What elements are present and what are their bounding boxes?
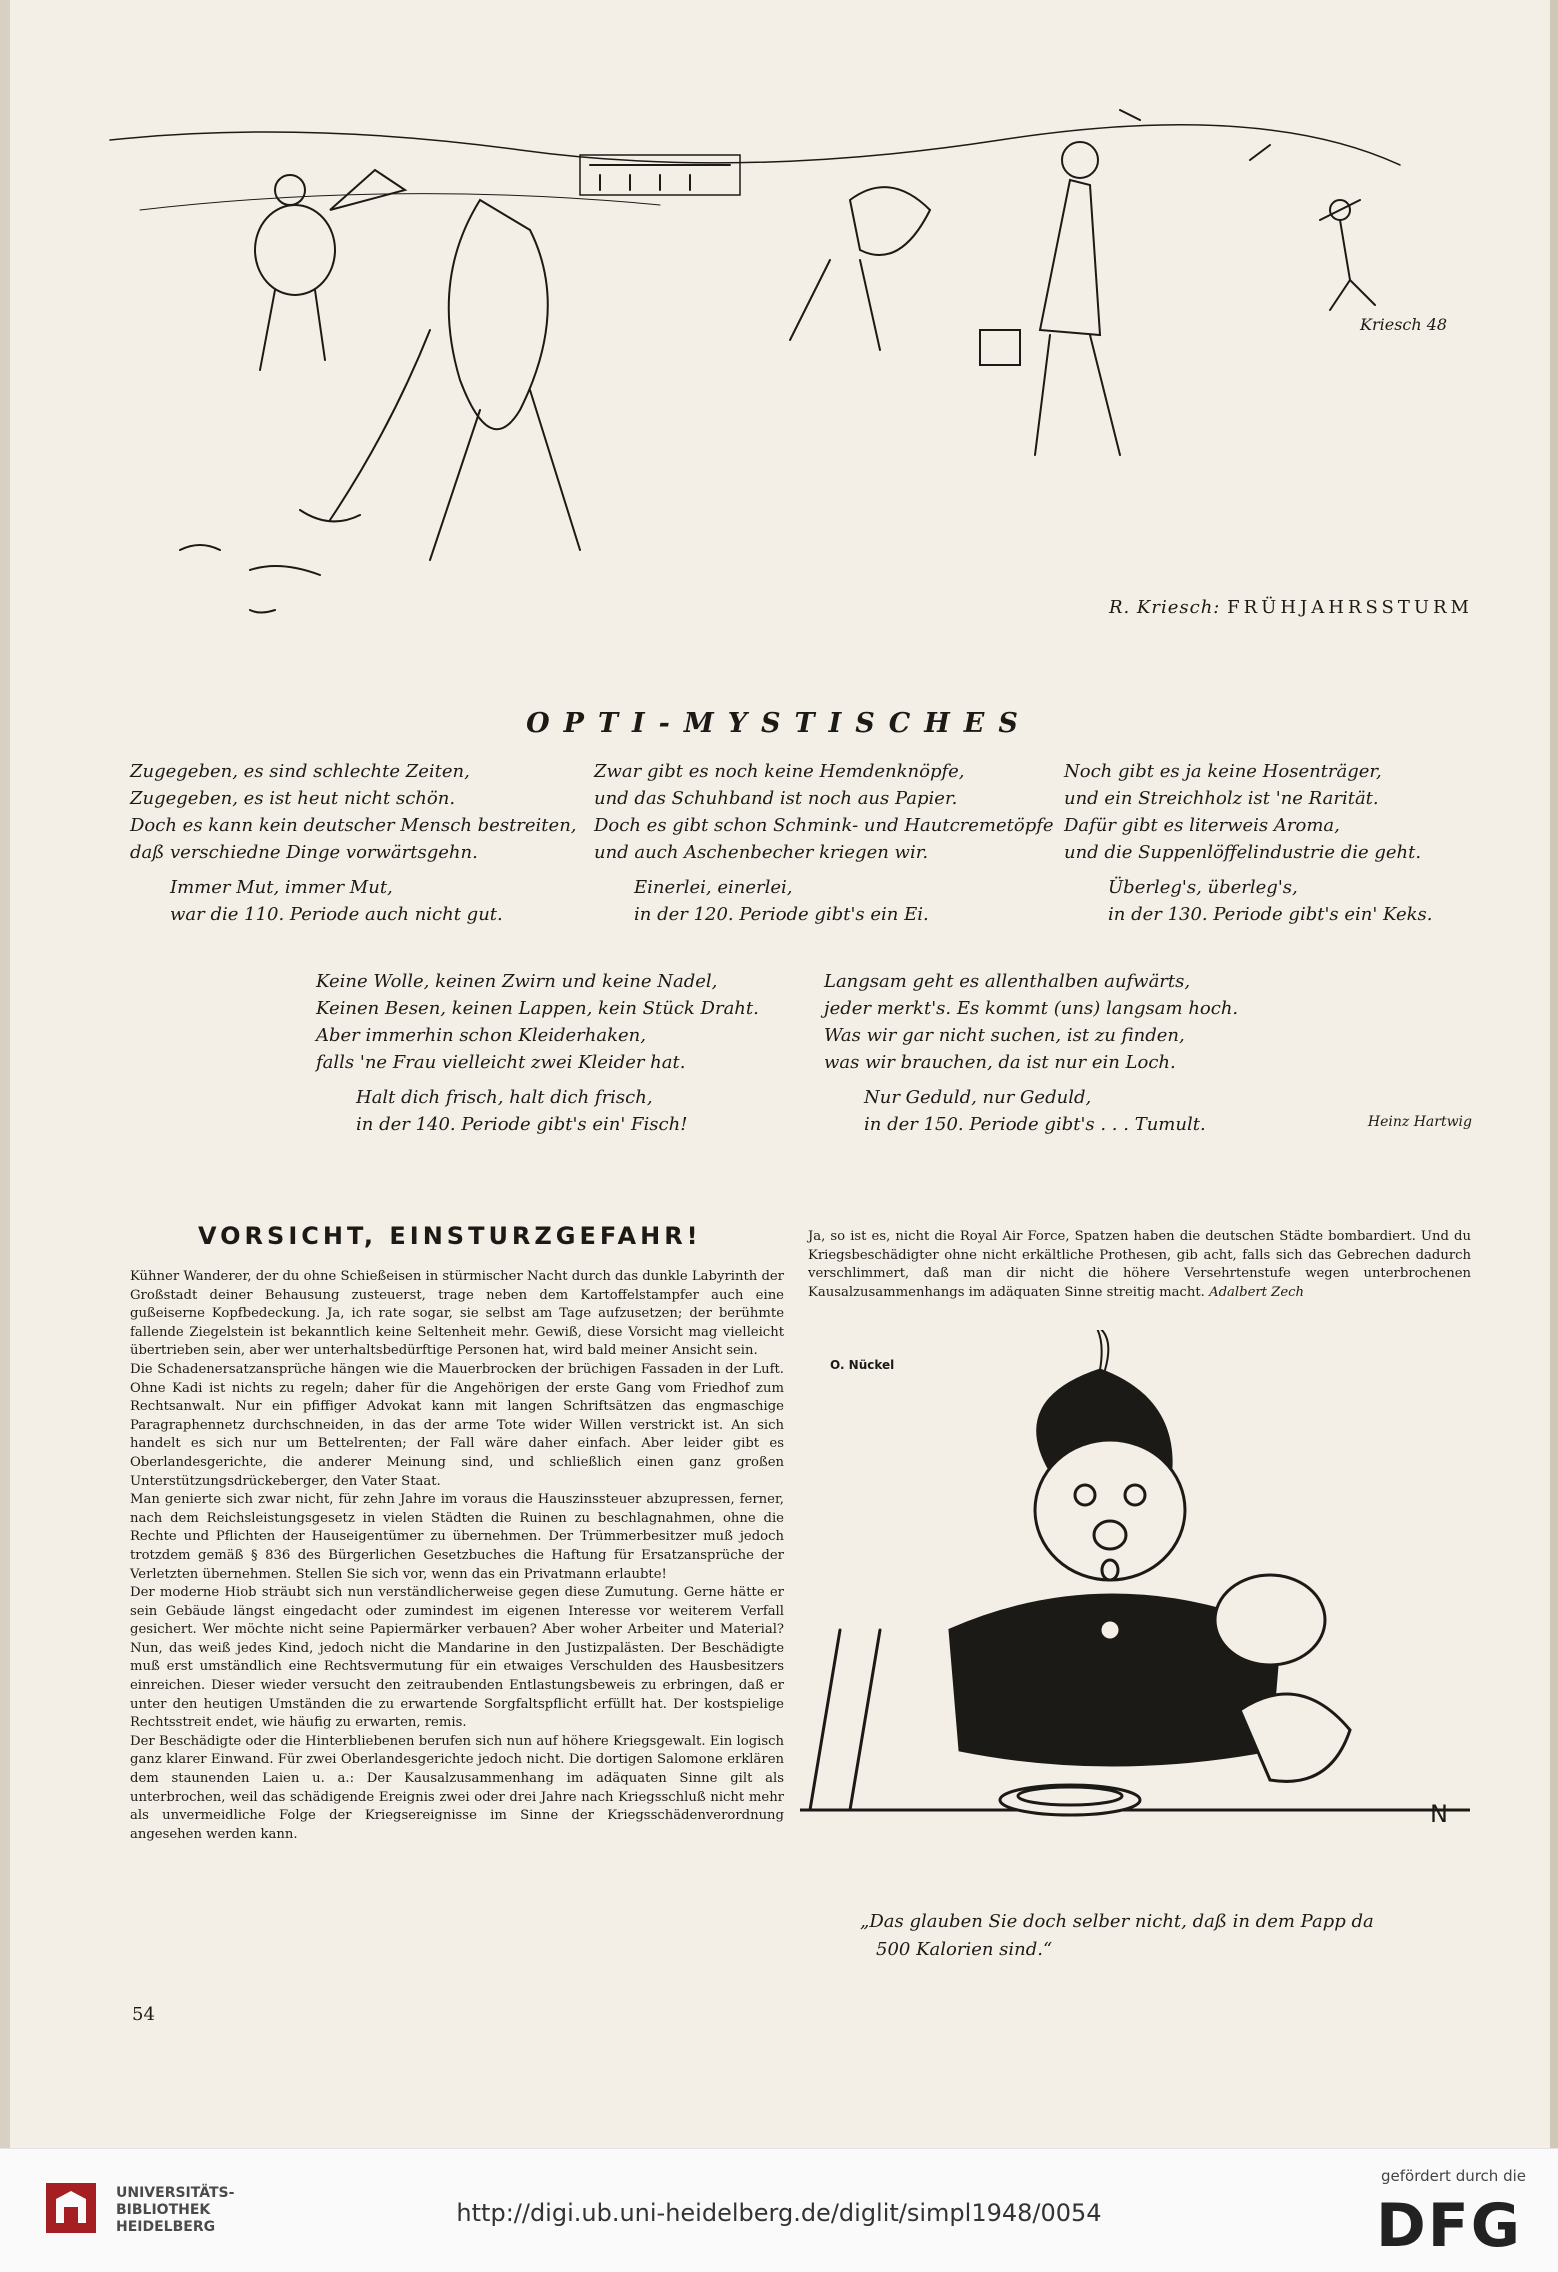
poem-author: Heinz Hartwig (1367, 1114, 1472, 1130)
poem-refrain: in der 150. Periode gibt's . . . Tumult. (864, 1114, 1206, 1135)
uni-name-line: HEIDELBERG (116, 2219, 216, 2235)
poem-title: OPTI-MYSTISCHES (526, 708, 1032, 739)
page-edge (1550, 0, 1558, 2271)
poem-line: jeder merkt's. Es kommt (uns) langsam hoch. (824, 998, 1239, 1019)
poem-line: Doch es kann kein deutscher Mensch bestreiten, (130, 815, 577, 836)
poem-refrain: Halt dich frisch, halt dich frisch, (356, 1087, 653, 1108)
article-paragraph: Kühner Wanderer, der du ohne Schießeisen in stürmischer Nacht durch das dunkle Labyrinth der Großstadt deiner Behausung zusteuerst, trage neben dem Kartoffelstampfer auch eine gußeiserne Kopfbedeckung. Ja, ich rate sogar, sie selbst am Tage aufzusetzen; der berühmte fallende Ziegelstein ist bekanntlich keine Seltenheit mehr. Gewiß, diese Vorsicht mag vielleicht übertrieben sein, aber wer unterhaltsbedürftige Personen hat, wird bald meiner Ansicht sein. (130, 1269, 784, 1359)
sponsor-note: gefördert durch die (1381, 2167, 1526, 2185)
poem-line: falls 'ne Frau vielleicht zwei Kleider hat. (316, 1052, 686, 1073)
permalink-url[interactable]: http://digi.ub.uni-heidelberg.de/diglit/simpl1948/0054 (456, 2199, 1102, 2227)
poem-refrain: in der 130. Periode gibt's ein' Keks. (1108, 904, 1433, 925)
poem-line: und ein Streichholz ist 'ne Rarität. (1064, 788, 1379, 809)
poem-refrain: in der 140. Periode gibt's ein' Fisch! (356, 1114, 688, 1135)
poem-line: und das Schuhband ist noch aus Papier. (594, 788, 958, 809)
caption-line: „Das glauben Sie doch selber nicht, daß in dem Papp da (860, 1911, 1374, 1932)
cartoon-caption (860, 1908, 1374, 1964)
dfg-logo: DFG (1375, 2191, 1522, 2261)
continuation-text: Ja, so ist es, nicht die Royal Air Force, Spatzen haben die deutschen Städte bombardiert. Und du Kriegsbeschädigter ohne nicht erkältliche Prothesen, gib acht, falls sich das Gebrechen dadurch verschlimmert, daß man dir nicht die höhere Versehrtenstufe wegen unterbrochenen Kausalzusammenhangs im adäquaten Sinne streitig macht. (808, 1229, 1471, 1300)
illustration-credit (1109, 597, 1473, 618)
page-edge (0, 0, 10, 2271)
poem-line: Zugegeben, es ist heut nicht schön. (130, 788, 456, 809)
poem-line: Was wir gar nicht suchen, ist zu finden, (824, 1025, 1185, 1046)
poem-line: Noch gibt es ja keine Hosenträger, (1064, 761, 1382, 782)
poem-stanza-1 (130, 758, 577, 928)
cartoon-illustration (800, 1330, 1470, 1870)
poem-refrain: in der 120. Periode gibt's ein Ei. (634, 904, 929, 925)
article-body (130, 1268, 784, 1844)
poem-stanza-3 (1064, 758, 1433, 928)
uni-name-line: BIBLIOTHEK (116, 2202, 211, 2218)
poem-line: und die Suppenlöffelindustrie die geht. (1064, 842, 1422, 863)
poem-line: Keinen Besen, keinen Lappen, kein Stück Draht. (316, 998, 759, 1019)
poem-stanza-5 (824, 968, 1238, 1138)
poem-stanza-4 (316, 968, 759, 1138)
article-signature: Adalbert Zech (1209, 1284, 1305, 1300)
poem-refrain: war die 110. Periode auch nicht gut. (170, 904, 503, 925)
poem-line: was wir brauchen, da ist nur ein Loch. (824, 1052, 1176, 1073)
poem-line: daß verschiedne Dinge vorwärtsgehn. (130, 842, 478, 863)
footer-bar (0, 2148, 1558, 2272)
poem-line: Langsam geht es allenthalben aufwärts, (824, 971, 1191, 992)
poem-line: Aber immerhin schon Kleiderhaken, (316, 1025, 646, 1046)
cartoon-artist: O. Nückel (830, 1358, 895, 1372)
caption-line: 500 Kalorien sind.“ (876, 1939, 1053, 1960)
poem-line: Dafür gibt es literweis Aroma, (1064, 815, 1340, 836)
svg-text:Kriesch 48: Kriesch 48 (1360, 315, 1448, 334)
article-heading: VORSICHT, EINSTURZGEFAHR! (198, 1222, 702, 1250)
page-number: 54 (132, 2004, 155, 2025)
credit-title: FRÜHJAHRSSTURM (1227, 597, 1473, 618)
article-continuation (808, 1228, 1471, 1302)
article-paragraph: Die Schadenersatzansprüche hängen wie die Mauerbrocken der brüchigen Fassaden in der Luft. Ohne Kadi ist nichts zu regeln; daher für die Angehörigen der erste Gang vom Friedhof zum Rechtsanwalt. Nur ein pfiffiger Advokat kann mit langen Schriftsätzen das engmaschige Paragraphennetz durchschneiden, in das der arme Tote wider Willen verstrickt ist. An sich handelt es sich nur um Bettelrenten; der Fall wäre daher einfach. Aber leider gibt es Oberlandesgerichte, die anderer Meinung sind, und schließlich einen ganz großen Unterstützungsdrückeberger, den Vater Staat. (130, 1361, 784, 1489)
poem-refrain: Nur Geduld, nur Geduld, (864, 1087, 1092, 1108)
poem-refrain: Überleg's, überleg's, (1108, 877, 1298, 898)
article-paragraph: Man genierte sich zwar nicht, für zehn Jahre im voraus die Hauszinssteuer abzupressen, ferner, nach dem Reichsleistungsgesetz in vielen Städten die Ruinen zu beschlagnahmen, ohne die Rechte und Pflichten der Hauseigentümer zu übernehmen. Der Trümmerbesitzer muß jedoch trotzdem gemäß § 836 des Bürgerlichen Gesetzbuches die Haftung für Ersatzansprüche der Verletzten übernehmen. Stellen Sie sich vor, wenn das ein Privatmann erlaubte! (130, 1492, 784, 1582)
article-paragraph: Der Beschädigte oder die Hinterbliebenen berufen sich nun auf höhere Kriegsgewalt. Ein logisch ganz klarer Einwand. Für zwei Oberlandesgerichte jedoch nicht. Die dortigen Salomone erklären dem staunenden Laien u. a.: Der Kausalzusammenhang im adäquaten Sinne gilt als unterbrochen, weil das schädigende Ereignis zwei oder drei Jahre nach Kriegsschluß nicht mehr als unvermeidliche Folge der Kriegsereignisse im Sinne der Kriegsschädenverordnung angesehen werden kann. (130, 1733, 784, 1842)
poem-line: Zwar gibt es noch keine Hemdenknöpfe, (594, 761, 965, 782)
poem-refrain: Einerlei, einerlei, (634, 877, 793, 898)
storm-illustration (100, 80, 1480, 640)
uni-name-line: UNIVERSITÄTS- (116, 2185, 235, 2201)
poem-line: Doch es gibt schon Schmink- und Hautcremetöpfe (594, 815, 1054, 836)
article-paragraph: Der moderne Hiob sträubt sich nun verständlicherweise gegen diese Zumutung. Gerne hätte er sein Gebäude längst eingedacht oder zumindest im eigenen Interesse vor weiterem Verfall gesichert. Wer möchte nicht seine Papiermärker verbauen? Aber woher Arbeiter und Material? Nun, das weiß jedes Kind, jedoch nicht die Mandarine in den Justizpalästen. Der Beschädigte muß erst umständlich eine Rechtsvermutung für ein etwaiges Verschulden des Hausbesitzers einreichen. Dieser wieder versucht den zeitraubenden Entlastungsbeweis zu erbringen, daß er unter den heutigen Umständen die zu erwartende Sorgfaltspflicht erfüllt hat. Der kostspielige Rechtsstreit endet, wie häufig zu erwarten, remis. (130, 1585, 784, 1731)
poem-line: Zugegeben, es sind schlechte Zeiten, (130, 761, 470, 782)
poem-refrain: Immer Mut, immer Mut, (170, 877, 393, 898)
poem-line: und auch Aschenbecher kriegen wir. (594, 842, 929, 863)
poem-stanza-2 (594, 758, 1054, 928)
cartoon-monogram: N (1430, 1800, 1448, 1828)
poem-line: Keine Wolle, keinen Zwirn und keine Nadel, (316, 971, 718, 992)
credit-artist: R. Kriesch: (1108, 597, 1221, 618)
